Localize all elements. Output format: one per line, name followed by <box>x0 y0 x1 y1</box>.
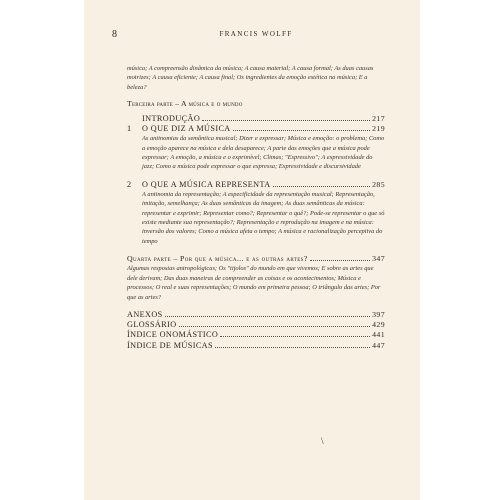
table-of-contents <box>127 64 385 351</box>
leader-dots <box>233 130 370 131</box>
chapter-number: 1 <box>127 124 132 134</box>
leader-dots <box>179 326 371 327</box>
leader-dots <box>165 316 370 317</box>
pencil-mark: \ <box>321 436 324 446</box>
page-number: 8 <box>112 29 117 40</box>
toc-entry-title: ANEXOS <box>127 309 163 319</box>
chapter-number: 2 <box>127 179 132 189</box>
back-matter-list <box>127 310 385 351</box>
running-author: FRANCIS WOLFF <box>219 30 293 38</box>
toc-entry-glossary <box>127 320 385 330</box>
toc-entry-part-4 <box>127 254 385 264</box>
toc-entry-page: 217 <box>372 114 385 124</box>
toc-entry-chapter-2 <box>127 180 385 190</box>
leader-dots <box>215 347 370 348</box>
toc-entry-page: 397 <box>372 309 385 319</box>
toc-entry-music-index <box>127 341 385 351</box>
chapter-2-description: A antinomia da representação; A especificidade da representação musical; Representação, imitação, semelhança; As duas semânticas da imagem; As duas semânticas da música: representar e exprimir; Representar como?; Representar o quê?; Pode-se representar o que só existe mediante sua representação?; Representação e reprodução na imagem e na música: inversão dos valores; Como a música afeta o tempo; A música e racionalização perceptiva do tempo <box>142 190 385 245</box>
toc-entry-chapter-1 <box>127 124 385 134</box>
toc-entry-annexes <box>127 310 385 320</box>
toc-entry-name-index <box>127 330 385 340</box>
leader-dots <box>220 336 370 337</box>
toc-entry-title: O QUE DIZ A MÚSICA <box>142 124 231 134</box>
leader-dots <box>310 260 370 261</box>
toc-entry-title: ÍNDICE ONOMÁSTICO <box>127 330 219 340</box>
toc-entry-title: INTRODUÇÃO <box>142 114 201 124</box>
toc-entry-page: 285 <box>372 179 385 189</box>
toc-entry-page: 429 <box>372 320 385 330</box>
leader-dots <box>273 186 371 187</box>
part-4-description: Algumas respostas antropológicas; Os "tijolos" do mundo em que vivemos; E sobre as artes que dele derivam; Das duas maneiras de compreender as coisas e os acontecimentos; Música e processos; O real e suas representações; O mundo em primeira pessoa; O triângulo das artes; Por que as artes? <box>127 265 381 301</box>
toc-entry-title: O QUE A MÚSICA REPRESENTA <box>142 179 271 189</box>
book-page <box>84 0 420 500</box>
continued-description: música; A compreensão dinâmica da música; A causa material; A causa formal; As duas causas motrizes; A causa eficiente; A causa final; Os ingredientes da emoção estética na música; E a beleza? <box>127 65 374 91</box>
part-title-third: Terceira parte – A música e o mundo <box>127 99 243 109</box>
toc-entry-introduction <box>142 114 385 124</box>
toc-entry-page: 441 <box>372 330 385 340</box>
toc-entry-title: ÍNDICE DE MÚSICAS <box>127 340 213 350</box>
leader-dots <box>202 120 370 121</box>
toc-entry-page: 347 <box>372 254 385 264</box>
toc-entry-title: GLOSSÁRIO <box>127 320 177 330</box>
toc-entry-page: 219 <box>372 124 385 134</box>
running-header <box>112 29 400 41</box>
part-title-fourth: Quarta parte – Por que a música... e as outras artes? <box>127 254 308 264</box>
toc-entry-page: 447 <box>372 340 385 350</box>
chapter-1-description: As antinomias da semântica musical; Dizer e expressar; Música e emoção: o problema; Como a emoção aparece na música e dela desaparece; A parte das emoções que a música pode expressar; A emoção, a música e o exprimível; Climas; "Espressivo"; A expressividade do jazz; Como a música pode expressar o que expressa; Expressividade e discursividade <box>142 135 385 171</box>
